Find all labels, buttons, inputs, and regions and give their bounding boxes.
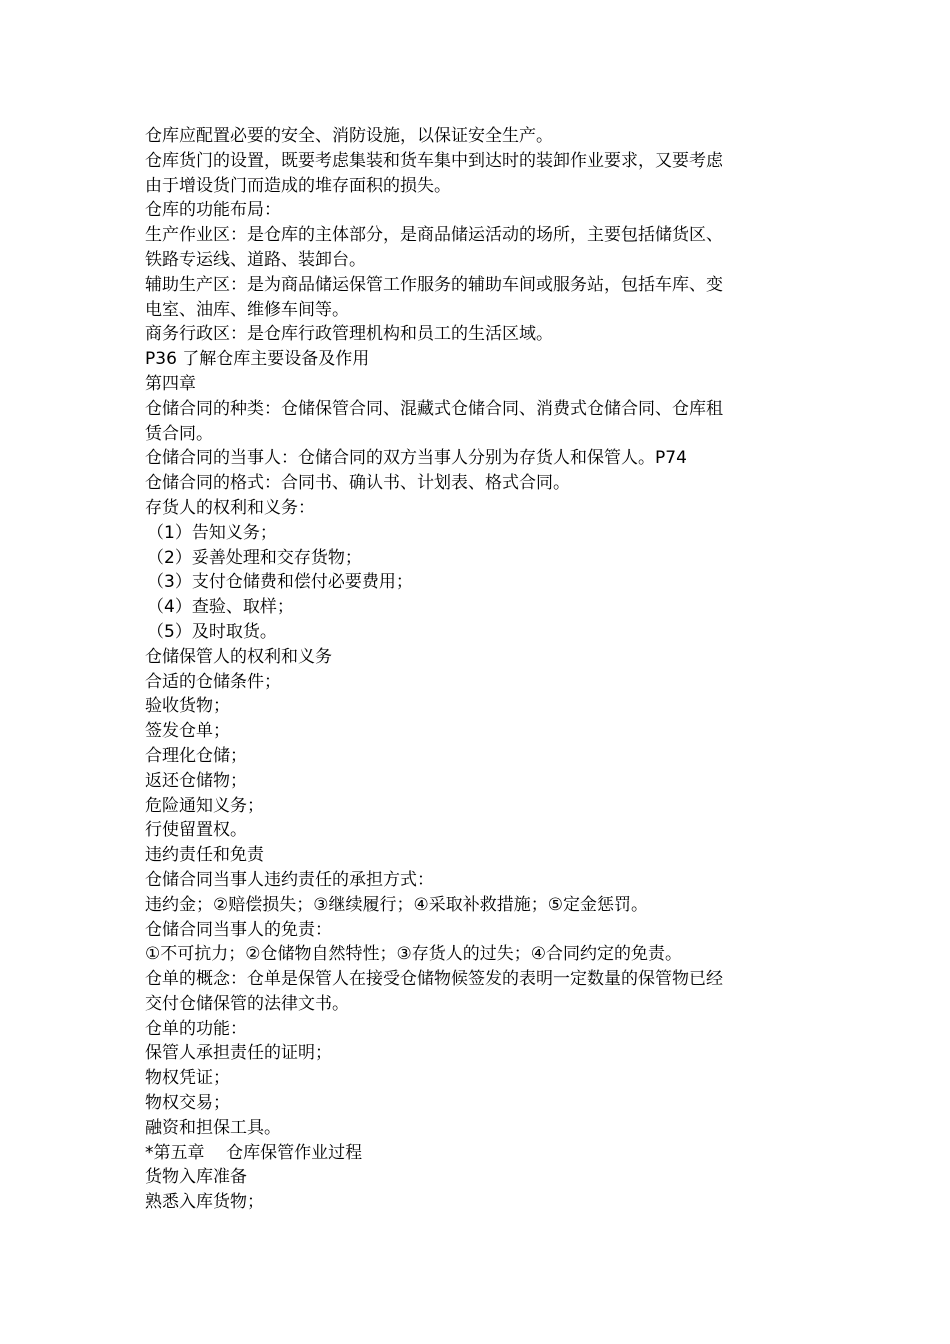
list-item: （2）妥善处理和交存货物； <box>147 547 362 568</box>
text-line: 仓单的概念：仓单是保管人在接受仓储物候签发的表明一定数量的保管物已经 <box>145 969 723 990</box>
document-body <box>145 124 805 1215</box>
section-heading: 违约责任和免责 <box>145 845 264 866</box>
list-item: 融资和担保工具。 <box>145 1117 281 1138</box>
text-line: 违约金；②赔偿损失；③继续履行；④采取补救措施；⑤定金惩罚。 <box>145 894 648 915</box>
text-line: 商务行政区：是仓库行政管理机构和员工的生活区域。 <box>145 324 553 345</box>
list-item: 熟悉入库货物； <box>145 1192 264 1213</box>
text-line: 铁路专运线、道路、装卸台。 <box>145 249 366 270</box>
section-heading: 仓单的功能： <box>145 1018 247 1039</box>
list-item: 物权交易； <box>145 1093 230 1114</box>
list-item: 签发仓单； <box>145 721 230 742</box>
section-heading: 仓库的功能布局： <box>145 200 281 221</box>
text-line: 仓储合同当事人的免责： <box>145 919 332 940</box>
list-item: 保管人承担责任的证明； <box>145 1043 332 1064</box>
list-item: 物权凭证； <box>145 1068 230 1089</box>
text-line: 电室、油库、维修车间等。 <box>145 299 349 320</box>
section-heading: 货物入库准备 <box>145 1167 247 1188</box>
text-line: 生产作业区：是仓库的主体部分，是商品储运活动的场所，主要包括储货区、 <box>145 225 723 246</box>
list-item: 验收货物； <box>145 696 230 717</box>
text-line: 交付仓储保管的法律文书。 <box>145 993 349 1014</box>
chapter-heading: *第五章 仓库保管作业过程 <box>145 1142 363 1163</box>
list-item: 危险通知义务； <box>145 795 264 816</box>
text-line: ①不可抗力；②仓储物自然特性；③存货人的过失；④合同约定的免责。 <box>145 944 682 965</box>
list-item: （1）告知义务； <box>147 522 277 543</box>
text-line: 仓储合同当事人违约责任的承担方式： <box>145 869 434 890</box>
list-item: （5）及时取货。 <box>147 621 277 642</box>
list-item: 返还仓储物； <box>145 770 247 791</box>
section-heading: 存货人的权利和义务： <box>145 497 315 518</box>
text-line: 仓储合同的当事人：仓储合同的双方当事人分别为存货人和保管人。P74 <box>145 448 687 469</box>
text-line: 辅助生产区：是为商品储运保管工作服务的辅助车间或服务站，包括车库、变 <box>145 274 723 295</box>
list-item: 合理化仓储； <box>145 745 247 766</box>
list-item: 合适的仓储条件； <box>145 671 281 692</box>
text-line: 仓储合同的格式：合同书、确认书、计划表、格式合同。 <box>145 473 570 494</box>
list-item: 行使留置权。 <box>145 820 247 841</box>
text-line: 仓库应配置必要的安全、消防设施，以保证安全生产。 <box>145 126 553 146</box>
text-line: 赁合同。 <box>145 423 213 444</box>
text-line: P36 了解仓库主要设备及作用 <box>145 349 370 370</box>
list-item: （4）查验、取样； <box>147 597 294 618</box>
chapter-heading: 第四章 <box>145 373 196 394</box>
text-line: 仓库货门的设置，既要考虑集装和货车集中到达时的装卸作业要求，又要考虑 <box>145 150 723 171</box>
list-item: （3）支付仓储费和偿付必要费用； <box>147 572 413 593</box>
section-heading: 仓储保管人的权利和义务 <box>145 646 332 667</box>
text-line: 由于增设货门而造成的堆存面积的损失。 <box>145 175 451 196</box>
text-line: 仓储合同的种类：仓储保管合同、混藏式仓储合同、消费式仓储合同、仓库租 <box>145 398 723 419</box>
